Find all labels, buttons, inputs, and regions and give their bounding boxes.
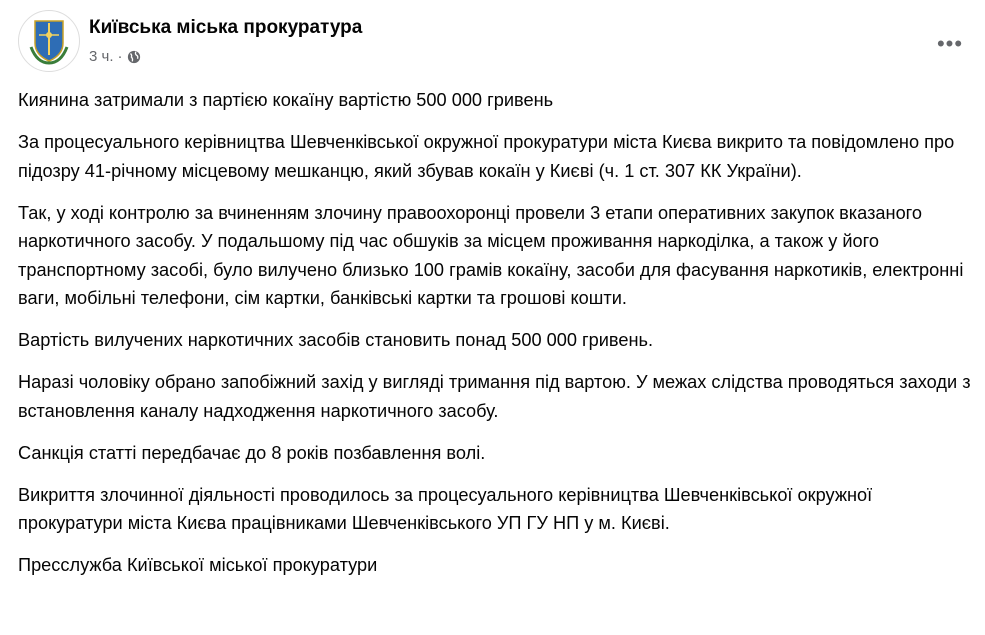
- post-paragraph: Так, у ході контролю за вчиненням злочину правоохоронці провели 3 етапи оперативних закупок вказаного наркотичного засобу. У подальшому під час обшуків за місцем проживання наркоділка, а також у його транспортному засобі, було вилучено близько 100 грамів кокаїну, засоби для фасування наркотиків, електронні ваги, мобільні телефони, сім картки, банківські картки та грошові кошти.: [18, 202, 964, 308]
- post-headline: Киянина затримали з партією кокаїну вартістю 500 000 гривень: [18, 90, 554, 110]
- globe-icon[interactable]: [127, 50, 141, 64]
- post-paragraph: Викриття злочинної діяльності проводилось за процесуального керівництва Шевченківської окружної прокуратури міста Києва працівниками Шевченківського УП ГУ НП у м. Києві.: [18, 484, 873, 533]
- post-timestamp[interactable]: 3 ч.: [89, 48, 114, 65]
- page-avatar[interactable]: [18, 10, 80, 72]
- meta-separator: ·: [117, 48, 123, 65]
- prosecutor-emblem-icon: [29, 17, 69, 65]
- post-paragraph: Санкція статті передбачає до 8 років позбавлення волі.: [18, 442, 486, 463]
- post-paragraph: Наразі чоловіку обрано запобіжний захід у вигляді тримання під вартою. У межах слідства проводяться заходи з встановлення каналу надходження наркотичного засобу.: [18, 372, 971, 421]
- post-meta: [89, 48, 141, 65]
- post-paragraph: За процесуального керівництва Шевченківської окружної прокуратури міста Києва викрито та повідомлено про підозру 41-річному місцевому мешканцю, який збував кокаїн у Києві (ч. 1 ст. 307 КК України).: [18, 132, 955, 181]
- more-options-icon: •••: [936, 31, 964, 56]
- post-body: [18, 86, 976, 593]
- post-paragraph: Вартість вилучених наркотичних засобів становить понад 500 000 гривень.: [18, 330, 654, 350]
- post-header: [18, 10, 968, 70]
- page-name-link[interactable]: Київська міська прокуратура: [89, 17, 363, 38]
- post-signature: Пресслужба Київської міської прокуратури: [18, 555, 378, 575]
- more-options-button[interactable]: [932, 26, 968, 62]
